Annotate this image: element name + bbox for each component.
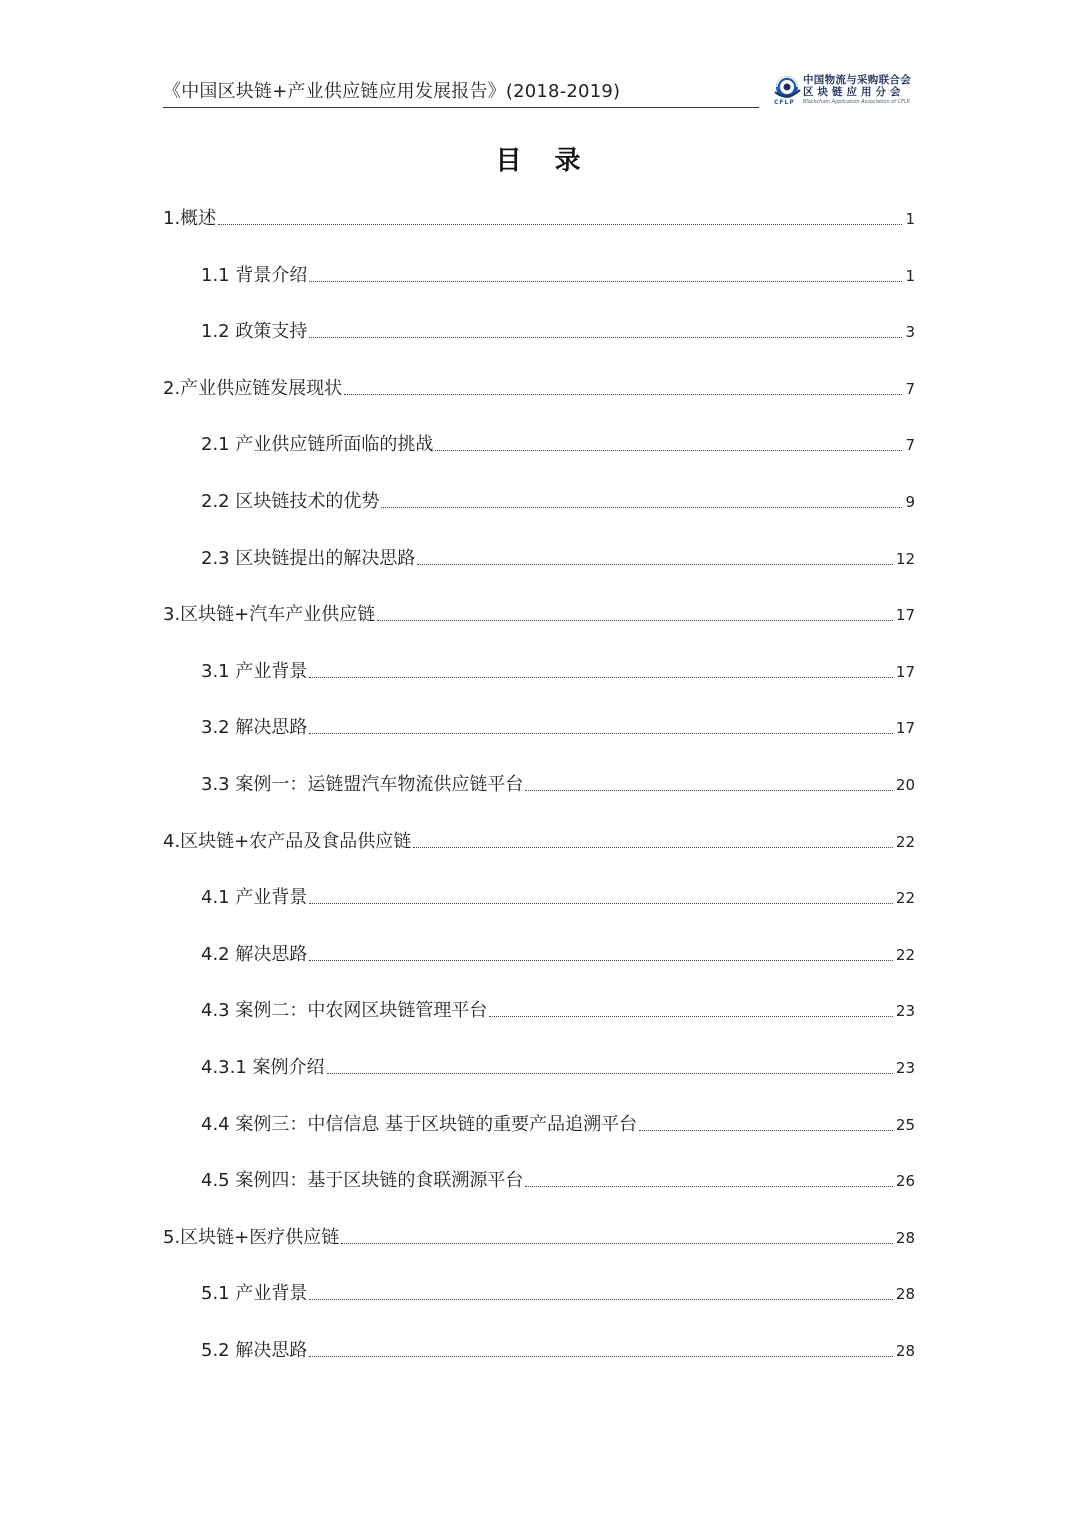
toc-entry[interactable] xyxy=(201,941,915,967)
toc-entry-label: 1.概述 xyxy=(163,208,217,229)
toc-entry-label: 4.区块链+农产品及食品供应链 xyxy=(163,830,412,852)
toc-dot-leader xyxy=(525,790,893,791)
toc-dot-leader xyxy=(309,677,893,678)
toc-page-number: 23 xyxy=(895,1059,915,1077)
toc-page-number: 17 xyxy=(895,719,915,738)
toc-entry[interactable] xyxy=(201,1167,915,1193)
header-divider xyxy=(163,107,759,108)
toc-dot-leader xyxy=(344,394,902,395)
toc-entry-label: 3.3 案例一：运链盟汽车物流供应链平台 xyxy=(201,774,524,795)
toc-dot-leader xyxy=(309,1356,893,1357)
toc-dot-leader xyxy=(639,1130,893,1131)
toc-page-number: 20 xyxy=(895,776,915,794)
toc-entry[interactable] xyxy=(201,318,915,344)
toc-entry-label: 2.产业供应链发展现状 xyxy=(163,377,343,399)
toc-page-number: 7 xyxy=(905,379,915,398)
toc-entry-label: 4.4 案例三：中信信息 基于区块链的重要产品追溯平台 xyxy=(201,1113,638,1135)
toc-entry[interactable] xyxy=(201,1337,915,1363)
toc-dot-leader xyxy=(327,1073,893,1074)
toc-dot-leader xyxy=(413,847,893,848)
cflp-logo xyxy=(772,74,917,108)
toc-entry-label: 4.1 产业背景 xyxy=(201,887,308,909)
toc-dot-leader xyxy=(381,507,902,508)
toc-entry[interactable] xyxy=(201,714,915,740)
toc-entry[interactable] xyxy=(201,771,915,797)
toc-page-number: 28 xyxy=(895,1342,915,1360)
toc-entry-label: 4.3.1 案例介绍 xyxy=(201,1057,325,1078)
toc-entry[interactable] xyxy=(201,488,915,514)
toc-heading: 目 录 xyxy=(495,146,593,176)
report-header-title: 《中国区块链+产业供应链应用发展报告》(2018-2019) xyxy=(163,81,621,102)
toc-page-number: 22 xyxy=(895,832,915,851)
toc-entry-label: 2.1 产业供应链所面临的挑战 xyxy=(201,434,434,456)
toc-entry-label: 5.1 产业背景 xyxy=(201,1283,308,1305)
toc-entry[interactable] xyxy=(163,1224,915,1250)
toc-dot-leader xyxy=(417,564,893,565)
toc-dot-leader xyxy=(309,281,902,282)
toc-page-number: 1 xyxy=(905,266,915,285)
toc-page-number: 1 xyxy=(905,210,915,228)
toc-entry[interactable] xyxy=(201,1054,915,1080)
toc-entry[interactable] xyxy=(201,658,915,684)
toc-entry[interactable] xyxy=(163,205,915,231)
logo-org-name: 中国物流与采购联合会 xyxy=(803,74,911,86)
toc-page-number: 26 xyxy=(895,1172,915,1191)
toc-entry-label: 3.1 产业背景 xyxy=(201,660,308,682)
toc-entry[interactable] xyxy=(201,1111,915,1137)
toc-dot-leader xyxy=(309,1299,893,1300)
toc-page-number: 22 xyxy=(895,889,915,908)
toc-page-number: 17 xyxy=(895,662,915,681)
toc-entry-label: 3.2 解决思路 xyxy=(201,717,308,739)
toc-entry-label: 5.区块链+医疗供应链 xyxy=(163,1226,340,1248)
toc-page-number: 22 xyxy=(895,945,915,964)
toc-page-number: 28 xyxy=(895,1228,915,1247)
toc-page-number: 28 xyxy=(895,1285,915,1304)
toc-dot-leader xyxy=(377,620,893,621)
toc-entry-label: 3.区块链+汽车产业供应链 xyxy=(163,604,376,626)
toc-entry[interactable] xyxy=(201,1280,915,1306)
toc-dot-leader xyxy=(525,1186,893,1187)
toc-dot-leader xyxy=(309,733,893,734)
toc-dot-leader xyxy=(341,1243,893,1244)
toc-page-number: 25 xyxy=(895,1115,915,1134)
toc-page-number: 12 xyxy=(895,549,915,568)
toc-dot-leader xyxy=(489,1016,893,1017)
toc-dot-leader xyxy=(309,337,902,338)
logo-abbreviation: CFLP xyxy=(774,99,795,106)
logo-branch-name: 区块链应用分会 xyxy=(803,86,905,98)
toc-entry-label: 4.3 案例二：中农网区块链管理平台 xyxy=(201,1000,488,1022)
toc-page-number: 17 xyxy=(895,606,915,625)
toc-entry-label: 2.3 区块链提出的解决思路 xyxy=(201,547,416,569)
toc-entry-label: 2.2 区块链技术的优势 xyxy=(201,491,380,512)
toc-entry-label: 1.1 背景介绍 xyxy=(201,264,308,286)
toc-entry[interactable] xyxy=(201,997,915,1023)
toc-dot-leader xyxy=(309,903,893,904)
toc-entry-label: 4.5 案例四：基于区块链的食联溯源平台 xyxy=(201,1170,524,1192)
toc-page-number: 9 xyxy=(905,493,915,511)
toc-entry[interactable] xyxy=(163,601,915,627)
toc-entry[interactable] xyxy=(163,828,915,854)
toc-page-number: 3 xyxy=(905,323,915,342)
toc-entry[interactable] xyxy=(201,431,915,457)
toc-entry-label: 5.2 解决思路 xyxy=(201,1340,308,1361)
toc-page-number: 7 xyxy=(905,436,915,455)
toc-dot-leader xyxy=(435,450,902,451)
toc-entry-label: 4.2 解决思路 xyxy=(201,943,308,965)
toc-page-number: 23 xyxy=(895,1002,915,1021)
toc-entry[interactable] xyxy=(163,375,915,401)
logo-english-name: Blockchain Application Association of CFLP xyxy=(803,99,910,105)
toc-entry[interactable] xyxy=(201,262,915,288)
toc-entry[interactable] xyxy=(201,884,915,910)
toc-dot-leader xyxy=(218,224,902,225)
toc-dot-leader xyxy=(309,960,893,961)
toc-entry[interactable] xyxy=(201,545,915,571)
toc-entry-label: 1.2 政策支持 xyxy=(201,321,308,343)
